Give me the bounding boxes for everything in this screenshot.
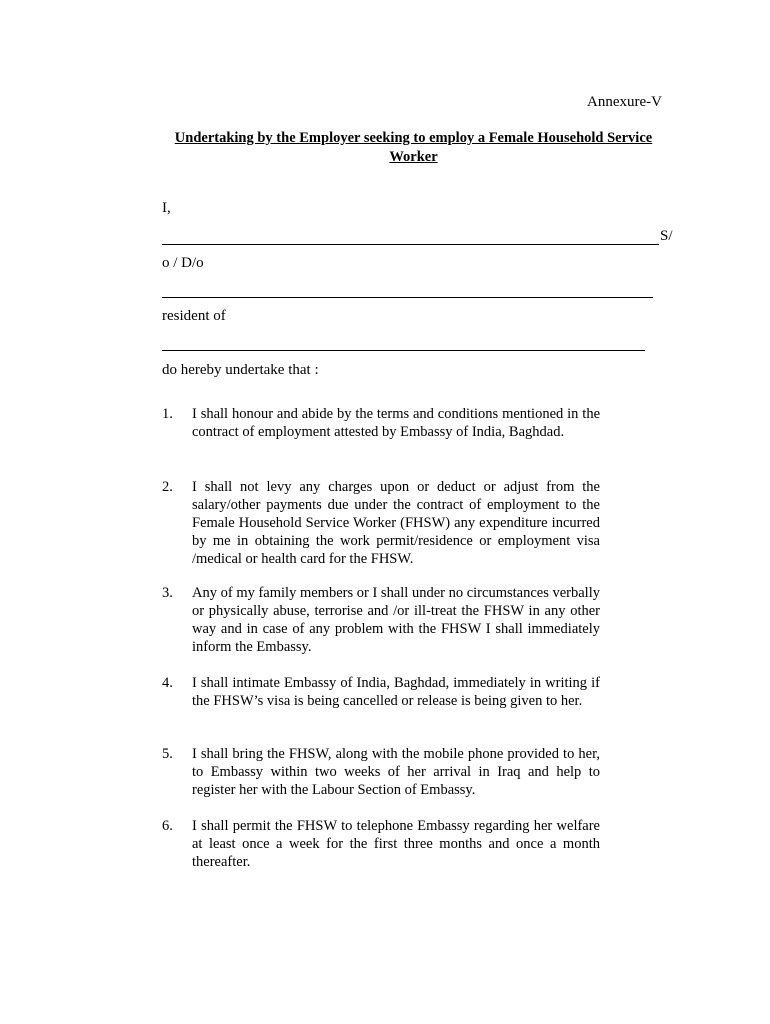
clause-text: I shall bring the FHSW, along with the mobile phone provided to her, to Embassy within two weeks of her arrival in Iraq and help to register her with the Labour Section of Embassy. [192, 746, 600, 798]
clause-number: 6. [162, 818, 173, 834]
clause-number: 2. [162, 479, 173, 495]
clause-number: 4. [162, 675, 173, 691]
clause-text: I shall intimate Embassy of India, Baghdad, immediately in writing if the FHSW’s visa is being cancelled or release is being given to her. [192, 675, 600, 709]
annexure-label: Annexure-V [587, 94, 662, 110]
parent-blank-line [162, 297, 653, 298]
clause-text: I shall honour and abide by the terms and conditions mentioned in the contract of employment attested by Embassy of India, Baghdad. [192, 406, 600, 440]
document-title: Undertaking by the Employer seeking to employ a Female Household Service Worker [174, 130, 653, 165]
name-label: I, [162, 200, 171, 216]
undertake-label: do hereby undertake that : [162, 362, 319, 378]
clause-number: 5. [162, 746, 173, 762]
clause-text: I shall permit the FHSW to telephone Embassy regarding her welfare at least once a week for the first three months and once a month thereafter. [192, 818, 600, 870]
residence-label: resident of [162, 308, 226, 324]
name-line-tail: S/ [660, 228, 673, 244]
clause-number: 3. [162, 585, 173, 601]
parent-label: o / D/o [162, 255, 204, 271]
residence-blank-line [162, 350, 645, 351]
clause-text: I shall not levy any charges upon or deduct or adjust from the salary/other payments due under the contract of employment to the Female Household Service Worker (FHSW) any expenditure incurred by me in obtaining the work permit/residence or employment visa /medical or health card for the FHSW. [192, 479, 600, 567]
clause-number: 1. [162, 406, 173, 422]
clause-text: Any of my family members or I shall under no circumstances verbally or physically abuse, terrorise and /or ill-treat the FHSW in any other way and in case of any problem with the FHSW I shall immediately inform the Embassy. [192, 585, 600, 655]
name-blank-line [162, 244, 659, 245]
